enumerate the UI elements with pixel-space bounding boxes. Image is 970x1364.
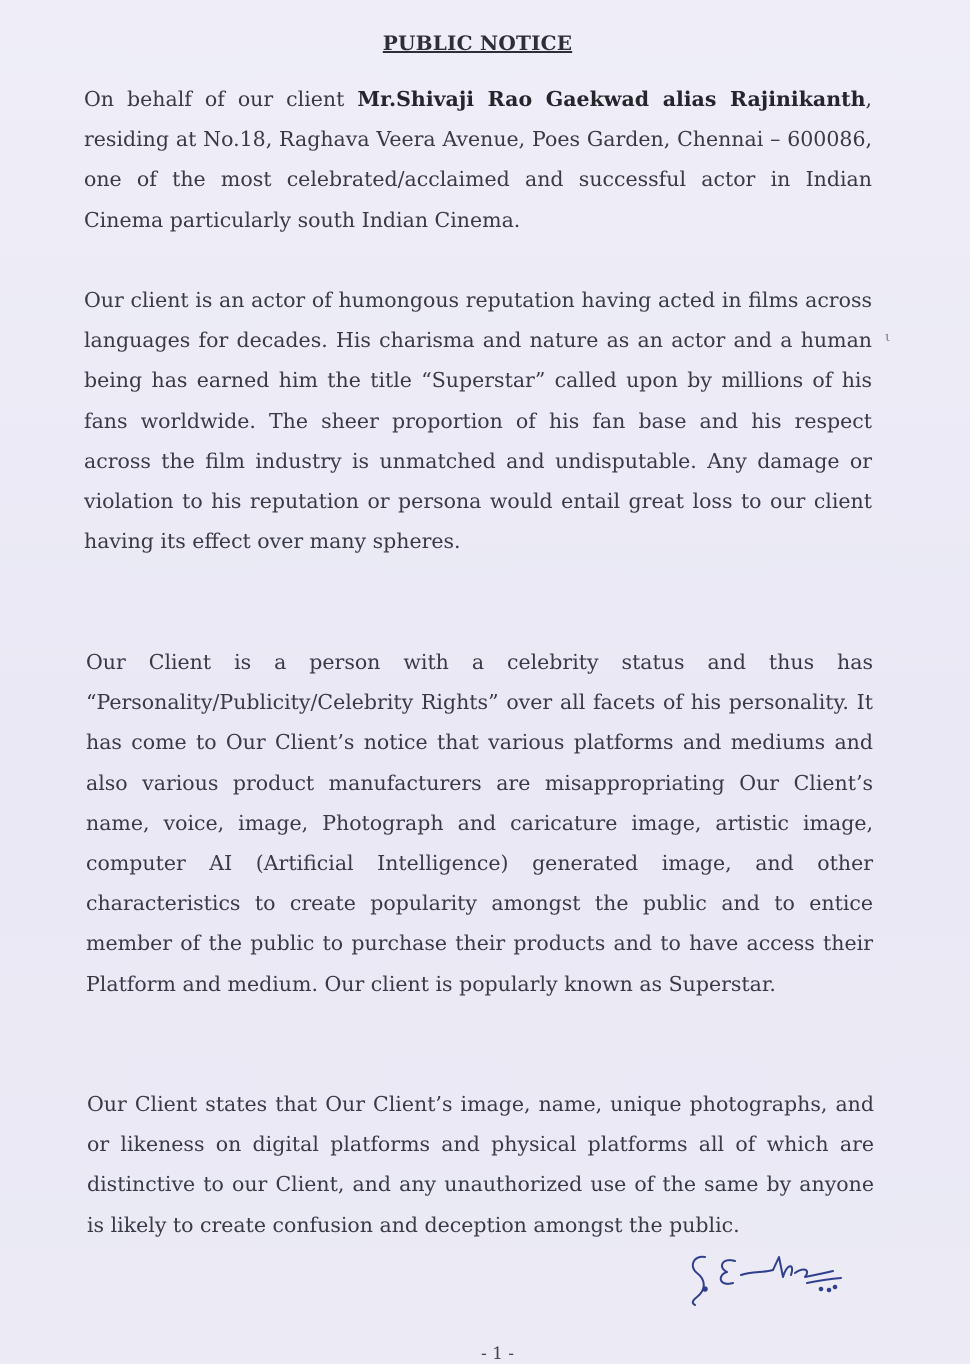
margin-mark: ι <box>885 330 891 345</box>
page-title: PUBLIC NOTICE <box>382 31 573 55</box>
paragraph-unauthorized-use: Our Client states that Our Client’s image, name, unique photographs, and or likeness on digital platforms and physical platforms all of which are distinctive to our Client, and any unauthorized use of the same by anyone is likely to create confusion and deception amongst the public. <box>87 1092 874 1237</box>
paragraph-personality-rights: Our Client is a person with a celebrity status and thus has “Personality/Publicity/Celebrity Rights” over all facets of his personality. It has come to Our Client’s notice that various platforms and mediums and also various product manufacturers are misappropriating Our Client’s name, voice, image, Photograph and caricature image, artistic image, computer AI (Artificial Intelligence) generated image, and other characteristics to create popularity amongst the public and to entice member of the public to purchase their products and to have access their Platform and medium. Our client is popularly known as Superstar. <box>86 650 873 996</box>
handwritten-signature <box>683 1245 853 1310</box>
paragraph-intro <box>84 79 872 240</box>
intro-text-before: On behalf of our client <box>84 87 358 111</box>
intro-text-after: , residing at No.18, Raghava Veera Avenue, Poes Garden, Chennai – 600086, one of the most celebrated/acclaimed and successful actor in Indian Cinema particularly south Indian Cinema. <box>84 87 873 232</box>
client-name: Mr.Shivaji Rao Gaekwad alias Rajinikanth <box>357 87 866 111</box>
page-number: - 1 - <box>480 1344 515 1364</box>
paragraph-reputation: Our client is an actor of humongous reputation having acted in films across languages for decades. His charisma and nature as an actor and a human being has earned him the title “Superstar” called upon by millions of his fans worldwide. The sheer proportion of his fan base and his respect across the film industry is unmatched and undisputable. Any damage or violation to his reputation or persona would entail great loss to our client having its effect over many spheres. <box>84 288 872 554</box>
